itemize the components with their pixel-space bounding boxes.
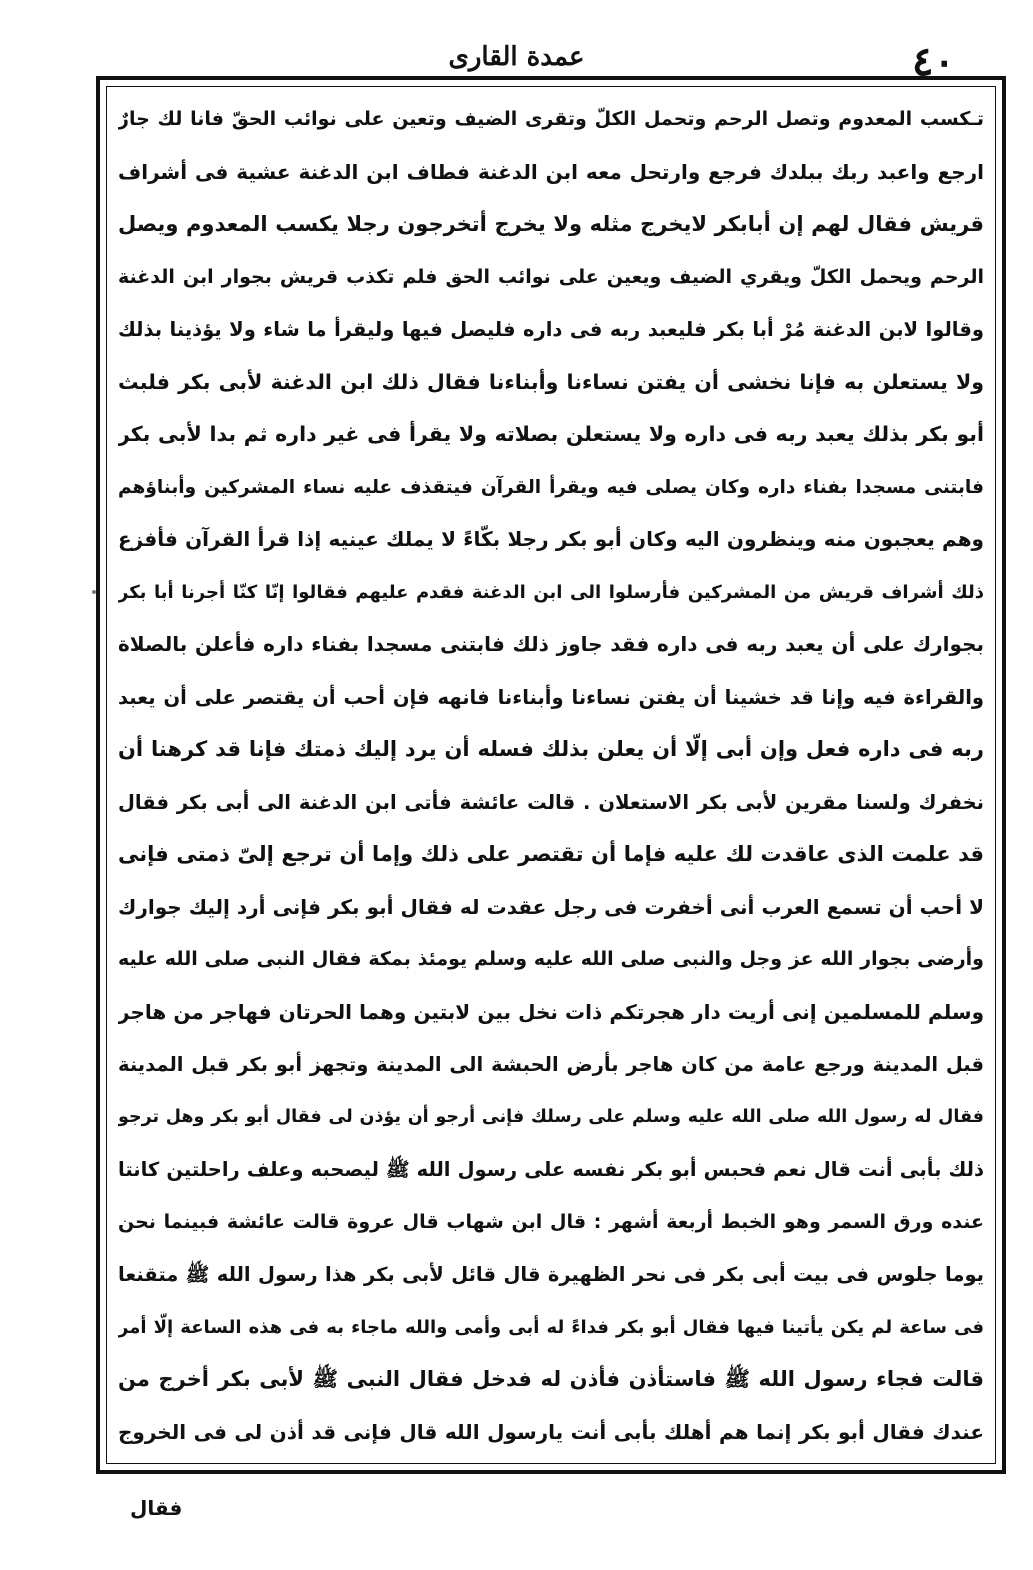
scan-speck xyxy=(92,590,96,594)
text-line-9: وهم يعجبون منه وينظرون اليه وكان أبو بكر رجلا بكّاءً لا يملك عينيه إذا قرأ القرآن فأفزع xyxy=(118,527,984,552)
text-line-1: تـكسب المعدوم وتصل الرحم وتحمل الكلّ وتقرى الضيف وتعين على نوائب الحقّ فانا لك جارٌ xyxy=(118,108,984,130)
text-line-16: لا أحب أن تسمع العرب أنى أخفرت فى رجل عقدت له فقال أبو بكر فإنى أرد إليك جوارك xyxy=(118,894,984,919)
text-line-26: عندك فقال أبو بكر إنما هم أهلك بأبى أنت يارسول الله قال فإنى قد أذن لى فى الخروج xyxy=(118,1419,984,1444)
text-line-25: قالت فجاء رسول الله ﷺ فاستأذن فأذن له فدخل فقال النبى ﷺ لأبى بكر أخرج من xyxy=(118,1367,984,1392)
text-line-6: ولا يستعلن به فإنا نخشى أن يفتن نساءنا وأبناءنا فقال ذلك ابن الدغنة لأبى بكر فلبث xyxy=(118,369,984,394)
text-body xyxy=(118,96,984,1456)
text-line-13: ربه فى داره فعل وإن أبى إلّا أن يعلن بذلك فسله أن يرد إليك ذمتك فإنا قد كرهنا أن xyxy=(118,737,984,762)
text-line-22: عنده ورق السمر وهو الخبط أربعة أشهر : قال ابن شهاب قال عروة قالت عائشة فبينما نحن xyxy=(118,1210,984,1233)
page-number: ٤٠ xyxy=(912,38,955,85)
text-line-19: قبل المدينة ورجع عامة من كان هاجر بأرض الحبشة الى المدينة وتجهز أبو بكر قبل المدينة xyxy=(118,1053,984,1077)
text-line-3: قريش فقال لهم إن أبابكر لايخرج مثله ولا يخرج أتخرجون رجلا يكسب المعدوم ويصل xyxy=(118,212,984,237)
text-line-21: ذلك بأبى أنت قال نعم فحبس أبو بكر نفسه على رسول الله ﷺ ليصحبه وعلف راحلتين كانتا xyxy=(118,1158,984,1182)
text-line-18: وسلم للمسلمين إنى أريت دار هجرتكم ذات نخل بين لابتين وهما الحرتان فهاجر من هاجر xyxy=(118,999,984,1024)
text-line-12: والقراءة فيه وإنا قد خشينا أن يفتن نساءنا وأبناءنا فانهه فإن أحب أن يقتصر على أن يعبد xyxy=(118,685,984,709)
text-line-8: فابتنى مسجدا بفناء داره وكان يصلى فيه ويقرأ القرآن فيتقذف عليه نساء المشركين وأبناؤهم xyxy=(118,476,984,498)
text-line-5: وقالوا لابن الدغنة مُرْ أبا بكر فليعبد ربه فى داره فليصل فيها وليقرأ ما شاء ولا يؤذينا بذلك xyxy=(118,318,984,342)
text-line-4: الرحم ويحمل الكلّ ويقري الضيف ويعين على نوائب الحق فلم تكذب قريش بجوار ابن الدغنة xyxy=(118,265,984,288)
text-line-11: بجوارك على أن يعبد ربه فى داره فقد جاوز ذلك فابتنى مسجدا بفناء داره فأعلن بالصلاة xyxy=(118,632,984,657)
text-line-15: قد علمت الذى عاقدت لك عليه فإما أن تقتصر على ذلك وإما أن ترجع إلىّ ذمتى فإنى xyxy=(118,842,984,867)
text-line-20: فقال له رسول الله صلى الله عليه وسلم على رسلك فإنى أرجو أن يؤذن لى فقال أبو بكر وهل ترجو xyxy=(118,1106,984,1127)
text-line-23: يوما جلوس فى بيت أبى بكر فى نحر الظهيرة قال قائل لأبى بكر هذا رسول الله ﷺ متقنعا xyxy=(118,1263,984,1287)
text-line-7: أبو بكر بذلك يعبد ربه فى داره ولا يستعلن بصلاته ولا يقرأ فى غير داره ثم بدا لأبى بكر xyxy=(118,422,984,447)
text-line-24: فى ساعة لم يكن يأتينا فيها فقال أبو بكر فداءً له أبى وأمى والله ماجاء به فى هذه الساعة إلّا أمر xyxy=(118,1316,984,1338)
text-line-2: ارجع واعبد ربك ببلدك فرجع وارتحل معه ابن الدغنة فطاف ابن الدغنة عشية فى أشراف xyxy=(118,159,984,184)
catchword: فقال xyxy=(130,1496,183,1520)
text-line-17: وأرضى بجوار الله عز وجل والنبى صلى الله عليه وسلم يومئذ بمكة فقال النبى صلى الله عليه xyxy=(118,948,984,971)
text-line-10: ذلك أشراف قريش من المشركين فأرسلوا الى ابن الدغنة فقدم عليهم فقالوا إنّا كنّا أجرنا أبا بكر xyxy=(118,581,984,603)
running-head: عمدة القاری xyxy=(448,42,585,72)
text-line-14: نخفرك ولسنا مقرين لأبى بكر الاستعلان . قالت عائشة فأتى ابن الدغنة الى أبى بكر فقال xyxy=(118,790,984,814)
